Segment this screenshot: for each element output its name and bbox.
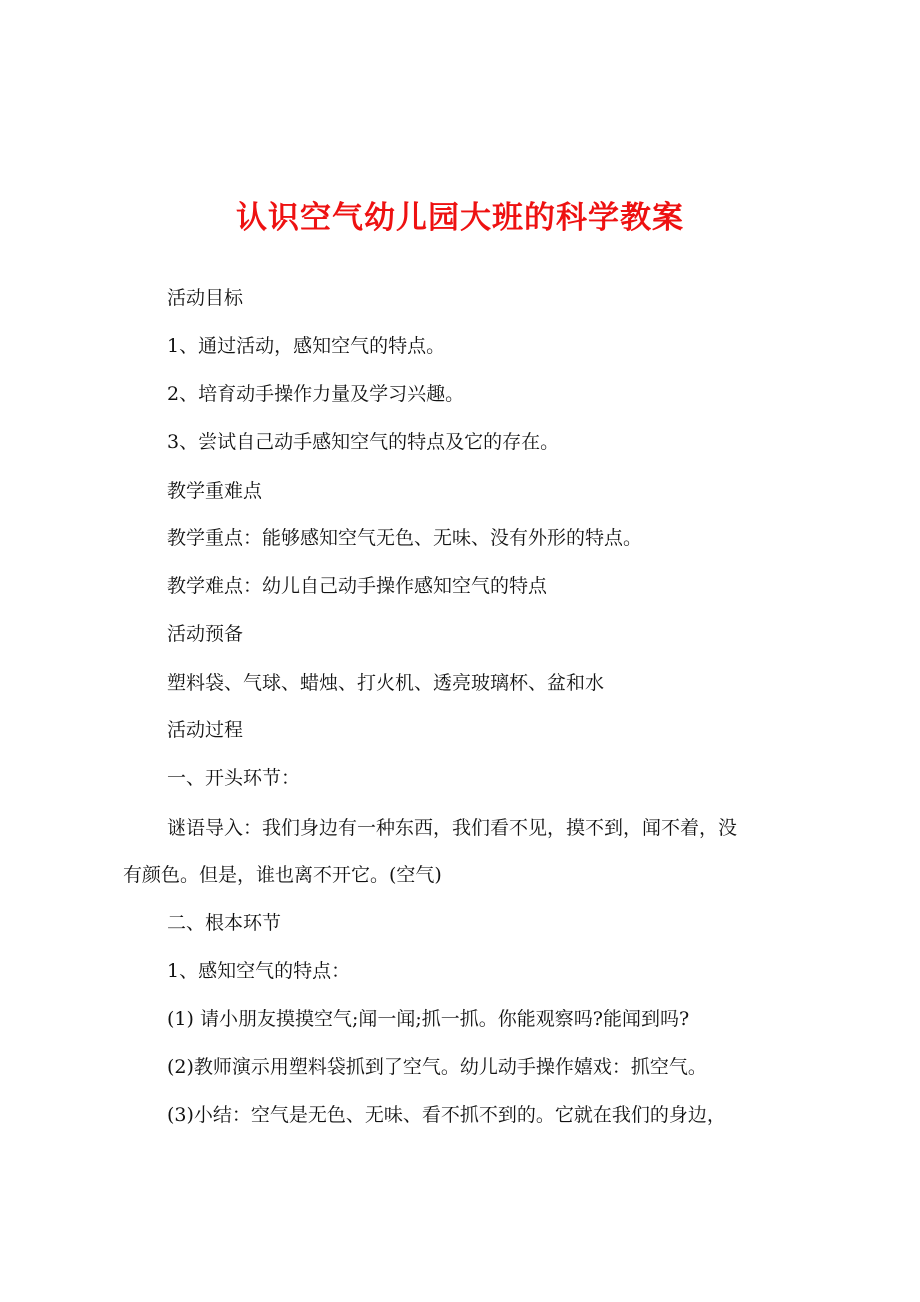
document-title: 认识空气幼儿园大班的科学教案	[236, 200, 684, 236]
section-heading-goals: 活动目标	[167, 287, 244, 309]
materials-list: 塑料袋、气球、蜡烛、打火机、透亮玻璃杯、盆和水	[167, 672, 605, 694]
activity-item-1: (1) 请小朋友摸摸空气;闻一闻;抓一抓。你能观察吗?能闻到吗?	[167, 1008, 690, 1030]
goal-item-3: 3、尝试自己动手感知空气的特点及它的存在。	[167, 431, 560, 453]
riddle-text-line-1: 谜语导入：我们身边有一种东西，我们看不见，摸不到，闻不着，没	[167, 817, 738, 839]
key-point-text: 教学重点：能够感知空气无色、无味、没有外形的特点。	[167, 527, 643, 549]
activity-item-3: (3)小结：空气是无色、无味、看不抓不到的。它就在我们的身边，	[167, 1104, 726, 1126]
section-heading-process: 活动过程	[167, 719, 244, 741]
step-heading-main: 二、根本环节	[167, 912, 282, 934]
activity-item-2: (2)教师演示用塑料袋抓到了空气。幼儿动手操作嬉戏：抓空气。	[167, 1056, 707, 1078]
difficult-point-text: 教学难点：幼儿自己动手操作感知空气的特点	[167, 575, 548, 597]
step-heading-opening: 一、开头环节：	[167, 767, 301, 789]
goal-item-1: 1、通过活动，感知空气的特点。	[167, 335, 446, 357]
section-heading-preparation: 活动预备	[167, 623, 244, 645]
section-heading-key-points: 教学重难点	[167, 480, 263, 502]
goal-item-2: 2、培育动手操作力量及学习兴趣。	[167, 383, 465, 405]
sub-step-perceive: 1、感知空气的特点：	[167, 960, 351, 982]
riddle-text-line-2: 有颜色。但是，谁也离不开它。(空气)	[123, 864, 442, 886]
